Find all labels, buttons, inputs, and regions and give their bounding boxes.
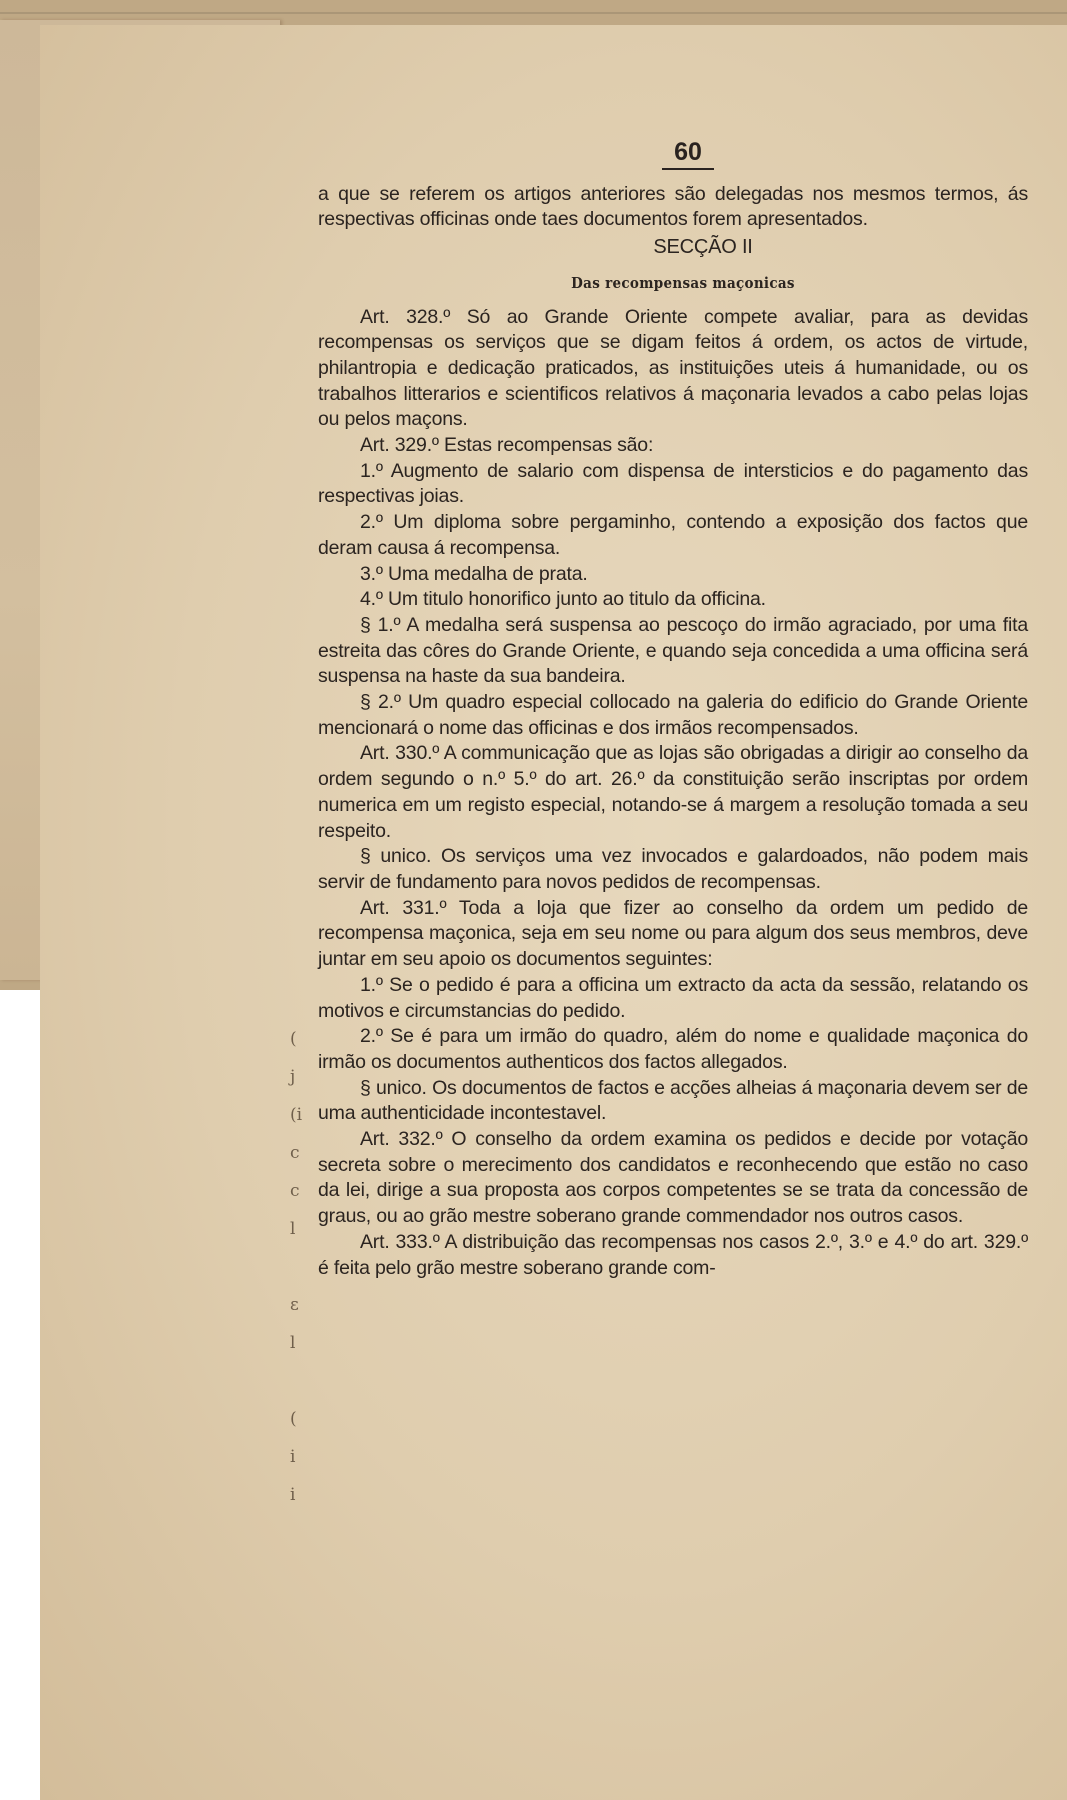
paragraph: 3.º Uma medalha de prata. [360,562,588,585]
paragraph: Art. 330.º A communicação que as lojas são obrigadas a dirigir ao conselho da ordem segundo o n.º 5.º do art. 26.º da constituição serão inscriptas por ordem numerica em um registo especial, notando-se á margem a resolução tomada a seu respeito. [318,742,1028,842]
edge-letter: ( [290,1029,297,1049]
paragraph: 4.º Um titulo honorifico junto ao titulo da officina. [360,588,766,611]
page-number: 60 [318,140,1028,170]
paragraph: 2.º Se é para um irmão do quadro, além do nome e qualidade maçonica do irmão os documentos authenticos dos factos allegados. [318,1025,1028,1073]
edge-letter [290,1362,310,1400]
paragraph: § unico. Os serviços uma vez invocados e galardoados, não podem mais servir de fundamento para novos pedidos de recompensas. [318,845,1028,893]
paragraph: Art. 331.º Toda a loja que fizer ao conselho da ordem um pedido de recompensa maçonica, seja em seu nome ou para algum dos seus membros, deve juntar em seu apoio os documentos seguintes: [318,896,1028,971]
paragraph: § 2.º Um quadro especial collocado na galeria do edificio do Grande Oriente mencionará o nome das officinas e dos irmãos recompensados. [318,691,1028,739]
paragraph: a que se referem os artigos anteriores são delegadas nos mesmos termos, ás respectivas officinas onde taes documentos forem apresentados. [318,182,1028,231]
paragraph: Art. 328.º Só ao Grande Oriente compete avaliar, para as devidas recompensas os serviços que se digam feitos á ordem, os actos de virtude, philantropia e dedicação praticados, as instituições uteis á humanidade, ou os trabalhos litterarios e scientificos relativos á maçonaria levados a cabo pelas lojas ou pelos maçons. [318,305,1028,431]
paragraph: Art. 333.º A distribuição das recompensas nos casos 2.º, 3.º e 4.º do art. 329.º é feita pelo grão mestre soberano grande com- [318,1230,1028,1279]
edge-letter: l [290,1333,296,1353]
section-subtitle: Das recompensas maçonicas [571,273,795,292]
paragraph: § 1.º A medalha será suspensa ao pescoço do irmão agraciado, por uma fita estreita das côres do Grande Oriente, e quando seja concedida a uma officina será suspensa na haste da sua bandeira. [318,613,1028,688]
page-body [318,182,1028,1282]
paragraph: § unico. Os documentos de factos e acções alheias á maçonaria devem ser de uma authenticidade incontestavel. [318,1076,1028,1125]
edge-letter: i [290,1447,296,1467]
paper-top-edge [0,12,1067,14]
paragraph: 1.º Se o pedido é para a officina um extracto da acta da sessão, relatando os motivos e circumstancias do pedido. [318,973,1028,1022]
edge-letter [290,1248,310,1286]
edge-letter: c [290,1181,300,1201]
paragraph: Art. 329.º Estas recompensas são: [360,434,654,457]
edge-letter: l [290,1219,296,1239]
paragraph: 2.º Um diploma sobre pergaminho, contendo a exposição dos factos que deram causa á recompensa. [318,511,1028,559]
edge-letter: (i [290,1105,303,1125]
edge-letter: ( [290,1409,297,1429]
section-title: SECÇÃO II [653,236,753,259]
edge-letter: j [290,1067,296,1087]
paragraph: 1.º Augmento de salario com dispensa de intersticios e do pagamento das respectivas joias. [318,459,1028,508]
edge-letter: c [290,1143,300,1163]
edge-letter: i [290,1485,296,1505]
edge-letter: ɛ [290,1295,299,1315]
page-content [318,140,1028,1281]
edge-letters [290,1020,310,1514]
paragraph: Art. 332.º O conselho da ordem examina os pedidos e decide por votação secreta sobre o merecimento dos candidatos e reconhecendo que estão no caso da lei, dirige a sua proposta aos corpos competentes se se trata da concessão de graus, ou ao grão mestre soberano grande commendador nos outros casos. [318,1128,1028,1228]
